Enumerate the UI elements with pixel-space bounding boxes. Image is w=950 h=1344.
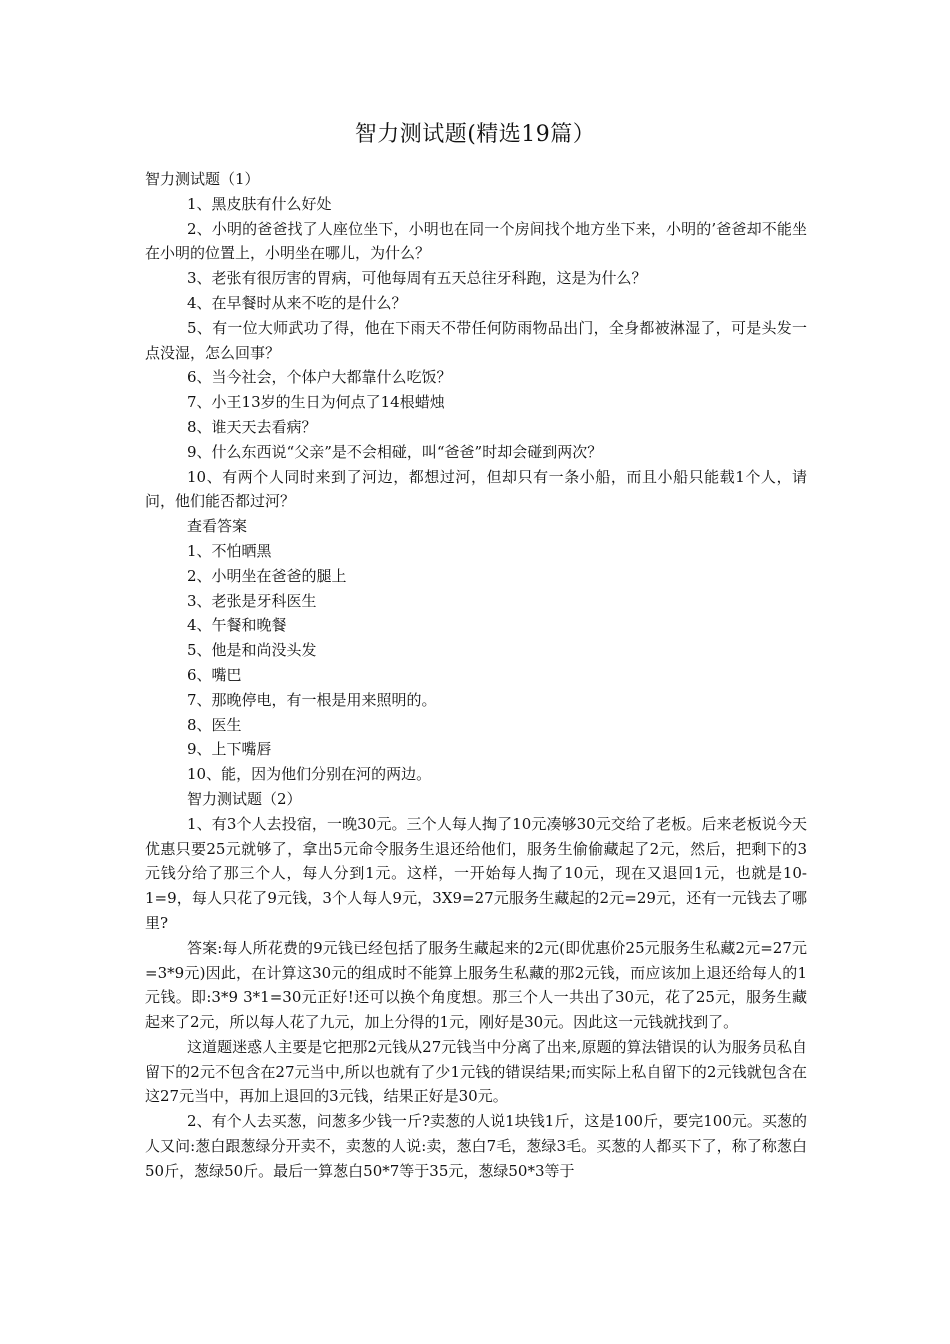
paragraph: 1、有3个人去投宿，一晚30元。三个人每人掏了10元凑够30元交给了老板。后来老板说今天优惠只要25元就够了，拿出5元命令服务生退还给他们，服务生偷偷藏起了2元，然后，把剩下的3元钱分给了那三个人，每人分到1元。这样，一开始每人掏了10元，现在又退回1元，也就是10-1=9，每人只花了9元钱，3个人每人9元，3X9=27元服务生藏起的2元=29元，还有一元钱去了哪里? [145,814,807,932]
paragraph: 8、谁天天去看病？ [187,417,317,436]
paragraph: 4、在早餐时从来不吃的是什么？ [187,293,407,312]
paragraph: 答案:每人所花费的9元钱已经包括了服务生藏起来的2元(即优惠价25元服务生私藏2元=27元=3*9元)因此，在计算这30元的组成时不能算上服务生私藏的那2元钱，而应该加上退还给每人的1元钱。即:3*9 3*1=30元正好!还可以换个角度想。那三个人一共出了30元，花了25元，服务生藏起来了2元，所以每人花了九元，加上分得的1元，刚好是30元。因此这一元钱就找到了。 [145,938,807,1032]
paragraph: 2、有个人去买葱，问葱多少钱一斤?卖葱的人说1块钱1斤，这是100斤，要完100元。买葱的人又问:葱白跟葱绿分开卖不，卖葱的人说:卖，葱白7毛，葱绿3毛。买葱的人都买下了，称了称葱白50斤，葱绿50斤。最后一算葱白50*7等于35元，葱绿50*3等于 [145,1112,807,1180]
paragraph: 2、小明坐在爸爸的腿上 [187,566,347,585]
paragraph: 1、不怕晒黑 [187,541,272,560]
paragraph: 5、他是和尚没头发 [187,641,317,660]
paragraph: 智力测试题（2） [187,789,302,808]
paragraph: 6、嘴巴 [187,665,242,684]
document-body [145,167,807,1184]
paragraph: 4、午餐和晚餐 [187,616,287,635]
paragraph: 3、老张有很厉害的胃病，可他每周有五天总往牙科跑，这是为什么？ [187,269,647,288]
paragraph: 8、医生 [187,715,242,734]
paragraph: 10、能，因为他们分别在河的两边。 [187,765,432,784]
paragraph: 1、黑皮肤有什么好处 [187,194,332,213]
paragraph: 7、小王13岁的生日为何点了14根蜡烛 [187,393,445,412]
paragraph: 3、老张是牙科医生 [187,591,317,610]
paragraph: 10、有两个人同时来到了河边，都想过河，但却只有一条小船，而且小船只能载1个人，请问，他们能否都过河？ [145,467,807,511]
paragraph: 7、那晚停电，有一根是用来照明的。 [187,690,437,709]
paragraph: 9、什么东西说“父亲”是不会相碰，叫“爸爸”时却会碰到两次？ [187,442,603,461]
paragraph: 6、当今社会，个体户大都靠什么吃饭？ [187,368,452,387]
paragraph: 这道题迷惑人主要是它把那2元钱从27元钱当中分离了出来,原题的算法错误的认为服务员私自留下的2元不包含在27元当中,所以也就有了少1元钱的错误结果;而实际上私自留下的2元钱就包含在这27元当中，再加上退回的3元钱，结果正好是30元。 [145,1037,807,1106]
paragraph: 9、上下嘴唇 [187,740,272,759]
paragraph: 查看答案 [187,517,248,536]
paragraph: 2、小明的爸爸找了人座位坐下，小明也在同一个房间找个地方坐下来，小明的’爸爸却不能坐在小明的位置上，小明坐在哪儿，为什么？ [145,219,807,263]
paragraph: 5、有一位大师武功了得，他在下雨天不带任何防雨物品出门，全身都被淋湿了，可是头发一点没湿，怎么回事？ [145,318,807,362]
document-title: 智力测试题(精选19篇） [354,122,596,147]
paragraph: 智力测试题（1） [145,170,260,188]
